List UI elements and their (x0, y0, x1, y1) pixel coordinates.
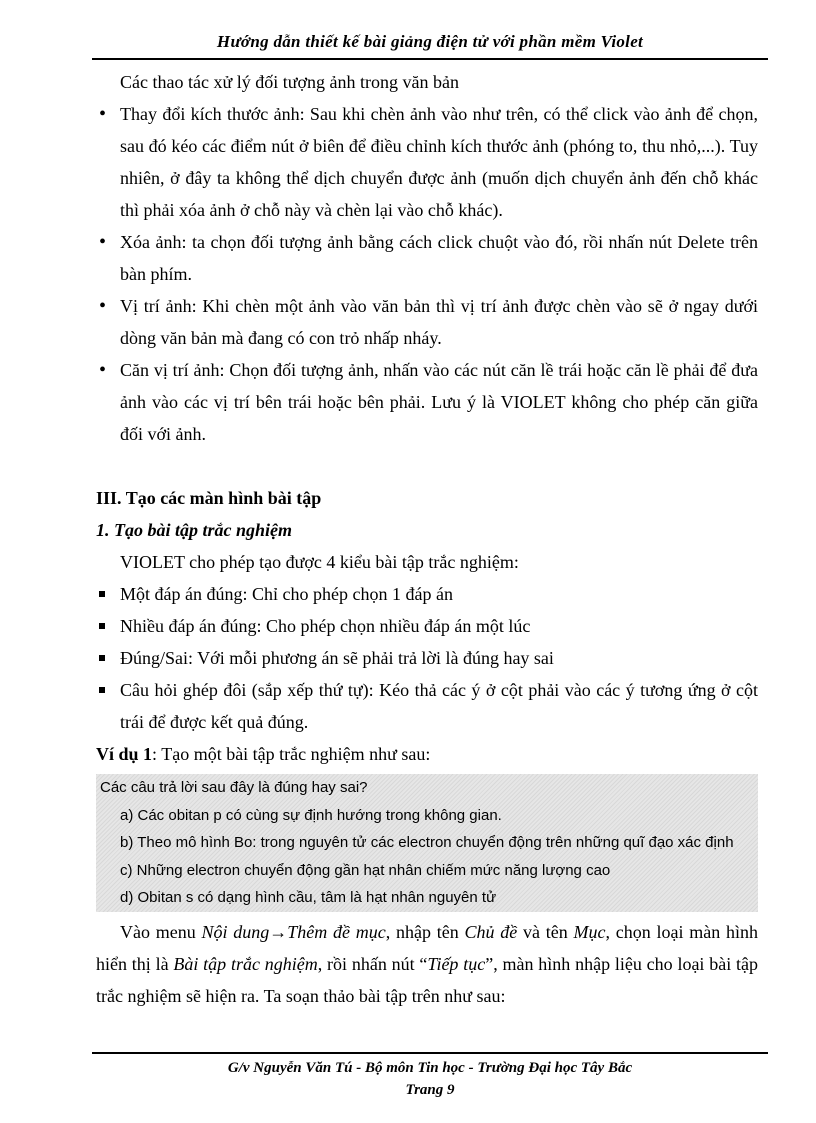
list-item: Thay đổi kích thước ảnh: Sau khi chèn ảnh vào như trên, có thể click vào ảnh để chọn, sau đó kéo các điểm nút ở biên để điều chỉnh kích thước ảnh (phóng to, thu nhỏ,...). Tuy nhiên, ở đây ta không thể dịch chuyển được ảnh (muốn dịch chuyển ảnh đến chỗ khác thì phải xóa ảnh ở chỗ này và chèn lại vào chỗ khác). (120, 104, 758, 220)
menu-path: Nội dung→Thêm đề mục (201, 921, 386, 942)
quiz-question: Các câu trả lời sau đây là đúng hay sai? (100, 779, 368, 796)
list-item: Một đáp án đúng: Chỉ cho phép chọn 1 đáp án (120, 584, 453, 604)
intro-line: Các thao tác xử lý đối tượng ảnh trong văn bản (120, 72, 459, 92)
list-item: Căn vị trí ảnh: Chọn đối tượng ảnh, nhấn vào các nút căn lề trái hoặc căn lề phải để đưa ảnh vào các vị trí bên trái hoặc bên phải. Lưu ý là VIOLET không cho phép căn giữa đối với ảnh. (120, 360, 758, 444)
list-item: Nhiều đáp án đúng: Cho phép chọn nhiều đáp án một lúc (120, 616, 531, 636)
closing-paragraph: Vào menu Nội dung→Thêm đề mục, nhập tên Chủ đề và tên Mục, chọn loại màn hình hiển thị là Bài tập trắc nghiệm, rồi nhấn nút “Tiếp tục”, màn hình nhập liệu cho loại bài tập trắc nghiệm sẽ hiện ra. Ta soạn thảo bài tập trên như sau: (96, 921, 759, 1006)
list-item: Vị trí ảnh: Khi chèn một ảnh vào văn bản thì vị trí ảnh được chèn vào sẽ ở ngay dưới dòng văn bản mà đang có con trỏ nhấp nháy. (120, 296, 758, 348)
footer-author: G/v Nguyễn Văn Tú - Bộ môn Tin học - Trường Đại học Tây Bắc (227, 1060, 633, 1076)
list-item: Câu hỏi ghép đôi (sắp xếp thứ tự): Kéo thả các ý ở cột phải vào các ý tương ứng ở cột trái để được kết quả đúng. (120, 680, 758, 732)
page-body (96, 66, 758, 1012)
list-item: Đúng/Sai: Với mỗi phương án sẽ phải trả lời là đúng hay sai (120, 648, 554, 668)
quiz-option: d) Obitan s có dạng hình cầu, tâm là hạt nhân nguyên tử (120, 889, 497, 906)
header-rule (92, 58, 768, 60)
item-term: Mục (573, 921, 606, 942)
example-label: Ví dụ 1 (96, 744, 153, 764)
footer-rule (92, 1052, 768, 1054)
quiz-option: b) Theo mô hình Bo: trong nguyên tử các electron chuyển động trên những quĩ đạo xác định (120, 834, 734, 851)
types-intro: VIOLET cho phép tạo được 4 kiểu bài tập trắc nghiệm: (120, 552, 519, 572)
quiz-option: c) Những electron chuyển động gần hạt nhân chiếm mức năng lượng cao (120, 861, 611, 879)
page-header: Hướng dẫn thiết kế bài giảng điện tử với phần mềm Violet (216, 32, 644, 51)
list-item: Xóa ảnh: ta chọn đối tượng ảnh bằng cách click chuột vào đó, rồi nhấn nút Delete trên bàn phím. (120, 232, 758, 284)
topic-term: Chủ đề (464, 921, 518, 942)
example-intro: Ví dụ 1: Tạo một bài tập trắc nghiệm như sau: (96, 744, 431, 764)
image-ops-list (96, 98, 758, 450)
button-name-term: Tiếp tục (427, 953, 486, 974)
quiz-option: a) Các obitan p có cùng sự định hướng trong không gian. (120, 806, 502, 824)
quiz-types-list (96, 578, 758, 738)
section-heading: III. Tạo các màn hình bài tập (96, 488, 322, 508)
page-footer (92, 1057, 768, 1101)
example-quiz-box (96, 774, 758, 912)
subsection-heading: 1. Tạo bài tập trắc nghiệm (96, 520, 293, 540)
screen-type-term: Bài tập trắc nghiệm (173, 953, 318, 974)
page-number: Trang 9 (405, 1082, 455, 1098)
